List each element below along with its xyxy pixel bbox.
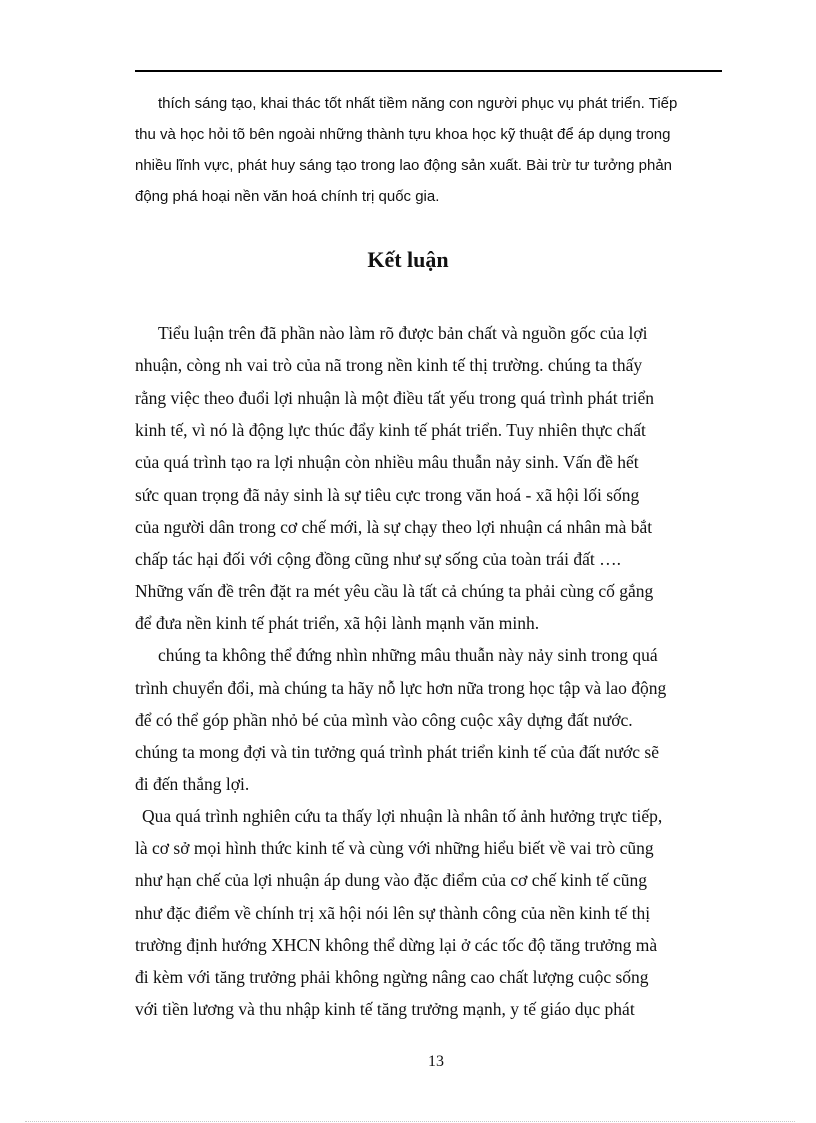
body-line: là cơ sở mọi hình thức kinh tế và cùng với những hiểu biết về vai trò cũng: [135, 838, 654, 858]
body-line: để đưa nền kinh tế phát triển, xã hội lành mạnh văn minh.: [135, 613, 540, 633]
intro-line: động phá hoại nền văn hoá chính trị quốc gia.: [135, 188, 440, 205]
body-line: kinh tế, vì nó là động lực thúc đẩy kinh tế phát triển. Tuy nhiên thực chất: [135, 420, 646, 440]
body-line: để có thể góp phần nhỏ bé của mình vào công cuộc xây dựng đất nước.: [135, 710, 633, 730]
body-line: Tiểu luận trên đã phần nào làm rõ được bản chất và nguồn gốc của lợi: [158, 323, 648, 343]
page-number: 13: [428, 1053, 444, 1070]
body-line: đi đến thắng lợi.: [135, 774, 250, 794]
body-line: đi kèm với tăng trưởng phải không ngừng nâng cao chất lượng cuộc sống: [135, 967, 649, 987]
body-line: chúng ta không thể đứng nhìn những mâu thuẫn này nảy sinh trong quá: [158, 645, 658, 665]
body-line: như hạn chế của lợi nhuận áp dung vào đặc điểm của cơ chế kinh tế cũng: [135, 870, 647, 890]
body-line: chúng ta mong đợi và tin tưởng quá trình phát triển kinh tế của đất nước sẽ: [135, 742, 659, 762]
body-line: rằng việc theo đuổi lợi nhuận là một điều tất yếu trong quá trình phát triển: [135, 388, 655, 408]
body-line: như đặc điểm về chính trị xã hội nói lên sự thành công của nền kinh tế thị: [135, 903, 651, 923]
body-line: của quá trình tạo ra lợi nhuận còn nhiều mâu thuẫn nảy sinh. Vấn đề hết: [135, 452, 639, 472]
intro-line: thích sáng tạo, khai thác tốt nhất tiềm năng con người phục vụ phát triển. Tiếp: [158, 95, 678, 112]
section-title: Kết luận: [367, 247, 449, 272]
header-rule: [135, 70, 722, 72]
body-line: Những vấn đề trên đặt ra mét yêu cầu là tất cả chúng ta phải cùng cố gắng: [135, 581, 654, 601]
body-line: trường định hướng XHCN không thể dừng lại ở các tốc độ tăng trưởng mà: [135, 935, 658, 955]
body-line: của người dân trong cơ chế mới, là sự chạy theo lợi nhuận cá nhân mà bắt: [135, 517, 653, 537]
body-line: nhuận, còng nh vai trò của nã trong nền kinh tế thị trường. chúng ta thấy: [135, 355, 643, 375]
body-line: trình chuyển đổi, mà chúng ta hãy nỗ lực hơn nữa trong học tập và lao động: [135, 678, 667, 698]
intro-line: thu và học hỏi tõ bên ngoài những thành tựu khoa học kỹ thuật để áp dụng trong: [135, 126, 671, 143]
body-line: chấp tác hại đối với cộng đồng cũng như sự sống của toàn trái đất ….: [135, 549, 622, 569]
body-line: Qua quá trình nghiên cứu ta thấy lợi nhuận là nhân tố ảnh hưởng trực tiếp,: [142, 806, 663, 826]
body-line: sức quan trọng đã nảy sinh là sự tiêu cực trong văn hoá - xã hội lối sống: [135, 485, 640, 505]
page-bottom-divider: [25, 1121, 795, 1122]
intro-line: nhiều lĩnh vực, phát huy sáng tạo trong lao động sản xuất. Bài trừ tư tưởng phản: [135, 157, 673, 174]
body-line: với tiền lương và thu nhập kinh tế tăng trưởng mạnh, y tế giáo dục phát: [135, 999, 635, 1019]
